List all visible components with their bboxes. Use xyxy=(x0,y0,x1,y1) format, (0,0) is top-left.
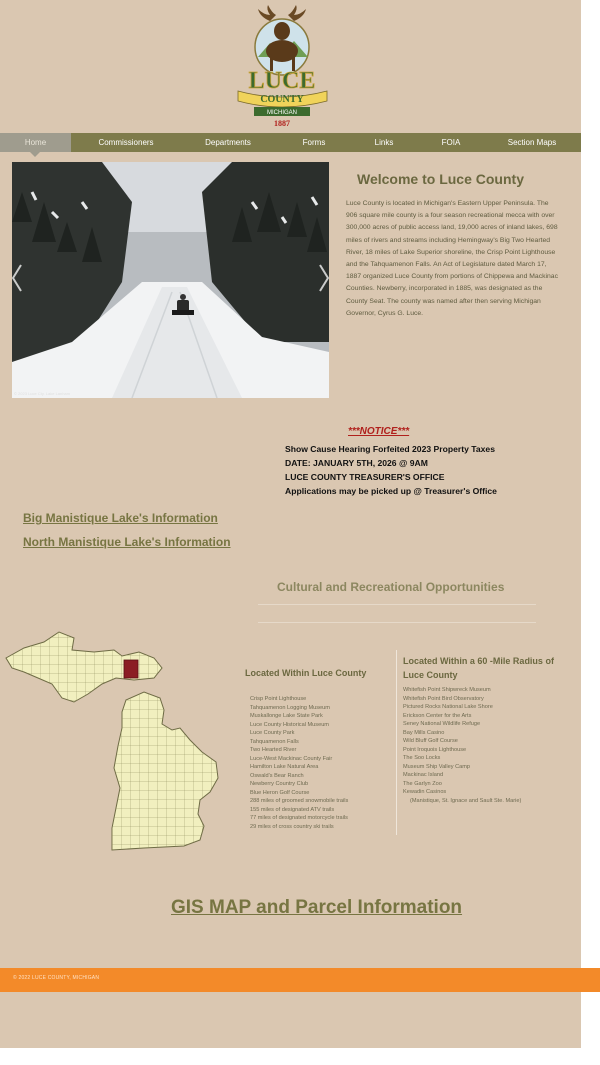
north-manistique-lake-link[interactable]: North Manistique Lake's Information xyxy=(23,535,231,549)
list-item: Blue Heron Golf Course xyxy=(250,789,310,796)
nav-departments[interactable]: Departments xyxy=(205,138,251,147)
main-nav xyxy=(0,133,581,152)
list-item: Tahquamenon Logging Museum xyxy=(250,704,330,711)
list-item: Crisp Point Lighthouse xyxy=(250,696,307,702)
photo-credit: © 2023 Luce Cty. Lake Lanham xyxy=(14,391,71,396)
list-item: 29 miles of cross country ski trails xyxy=(250,823,334,830)
footer-copyright: © 2022 LUCE COUNTY, MICHIGAN xyxy=(13,975,100,981)
within-luce-county-heading: Located Within Luce County xyxy=(245,668,367,678)
section-divider xyxy=(258,604,536,605)
welcome-paragraph: Luce County is located in Michigan's Eastern Upper Peninsula. The 906 square mile county is a four season recreational mecca with over 300,000 acres of public access land, 19,000 acres of inland lakes, 698 miles of rivers and streams including Hemingway's Big Two Hearted River, 18 miles of Lake Superior shoreline, the Crisp Point Lighthouse and the Tahquamenon Falls. An Act of Legislature dated March 17, 1887 organized Luce County from portions of Chippewa and Mackinac Counties. Newberry, incorporated in 1885, was designated as the County Seat. The county was named after then serving Michigan Governor, Cyrus G. Luce. xyxy=(346,200,558,317)
nav-section-maps[interactable]: Section Maps xyxy=(507,138,557,147)
list-item: Point Iroquois Lighthouse xyxy=(403,746,467,753)
nav-links[interactable]: Links xyxy=(374,138,394,147)
snowmobile-trail-photo xyxy=(12,162,329,398)
notice-line-office: LUCE COUNTY TREASURER'S OFFICE xyxy=(285,472,445,482)
notice-line-hearing: Show Cause Hearing Forfeited 2023 Property Taxes xyxy=(285,444,495,454)
welcome-title: Welcome to Luce County xyxy=(357,171,524,187)
gis-map-link[interactable]: GIS MAP and Parcel Information xyxy=(171,897,463,918)
notice-line-applications: Applications may be picked up @ Treasurer's Office xyxy=(285,486,497,496)
list-item: Hamilton Lake Natural Area xyxy=(250,764,319,770)
svg-text:MICHIGAN: MICHIGAN xyxy=(267,110,297,116)
notice-line-date: DATE: JANUARY 5TH, 2026 @ 9AM xyxy=(285,458,428,468)
list-item: 77 miles of designated motorcycle trails xyxy=(250,815,348,821)
luce-county-logo[interactable] xyxy=(230,5,335,130)
list-item: The Garlyn Zoo xyxy=(403,780,442,787)
column-divider xyxy=(396,650,397,835)
list-item: Tahquamenon Falls xyxy=(250,738,299,745)
notice-heading: ***NOTICE*** xyxy=(348,426,410,437)
slide-prev-arrow-icon[interactable] xyxy=(12,264,22,292)
list-item: Erickson Center for the Arts xyxy=(403,712,472,719)
michigan-county-map xyxy=(4,628,228,860)
list-item: Wild Bluff Golf Course xyxy=(403,738,458,744)
cultural-recreational-heading: Cultural and Recreational Opportunities xyxy=(277,580,505,594)
svg-text:COUNTY: COUNTY xyxy=(260,94,304,105)
big-manistique-lake-link[interactable]: Big Manistique Lake's Information xyxy=(23,511,218,525)
list-item: Mackinac Island xyxy=(403,772,444,778)
hero-slideshow-image[interactable] xyxy=(12,162,329,398)
luce-county-highlight xyxy=(124,660,138,678)
list-item: Luce-West Mackinac County Fair xyxy=(250,755,333,762)
within-radius-heading: Located Within a 60 -Mile Radius of Luce County xyxy=(403,656,554,680)
list-item: Two Hearted River xyxy=(250,747,297,753)
list-item: Luce County Park xyxy=(250,730,295,736)
list-item: Newberry Country Club xyxy=(250,781,309,787)
list-item: Oswald's Bear Ranch xyxy=(250,772,304,779)
svg-text:1887: 1887 xyxy=(274,119,290,128)
list-item: The Soo Locks xyxy=(403,755,441,761)
list-item: Whitefish Point Bird Observatory xyxy=(403,695,484,702)
list-item: 155 miles of designated ATV trails xyxy=(250,806,335,813)
list-item: Museum Ship Valley Camp xyxy=(403,763,471,770)
footer-bar xyxy=(0,968,600,992)
nav-foia[interactable]: FOIA xyxy=(441,138,461,147)
list-item: Bay Mills Casino xyxy=(403,729,445,736)
list-item: (Manistique, St. Ignace and Sault Ste. Marie) xyxy=(410,797,522,804)
within-luce-county-list xyxy=(250,695,348,831)
list-item: Muskallonge Lake State Park xyxy=(250,713,323,719)
section-divider xyxy=(258,622,536,623)
nav-home[interactable]: Home xyxy=(0,133,71,152)
nav-commissioners[interactable]: Commissioners xyxy=(98,138,154,147)
list-item: Pictured Rocks National Lake Shore xyxy=(403,704,493,710)
nav-forms[interactable]: Forms xyxy=(302,138,326,147)
list-item: Seney National Wildlife Refuge xyxy=(403,721,481,727)
list-item: Kewadin Casinos xyxy=(403,789,447,795)
within-radius-list xyxy=(403,686,521,805)
list-item: Luce County Historical Museum xyxy=(250,721,329,728)
list-item: 288 miles of groomed snowmobile trails xyxy=(250,798,349,804)
svg-text:LUCE: LUCE xyxy=(248,68,316,94)
slide-next-arrow-icon[interactable] xyxy=(319,264,329,292)
nav-active-indicator xyxy=(30,152,40,157)
list-item: Whitefish Point Shipwreck Museum xyxy=(403,687,491,693)
